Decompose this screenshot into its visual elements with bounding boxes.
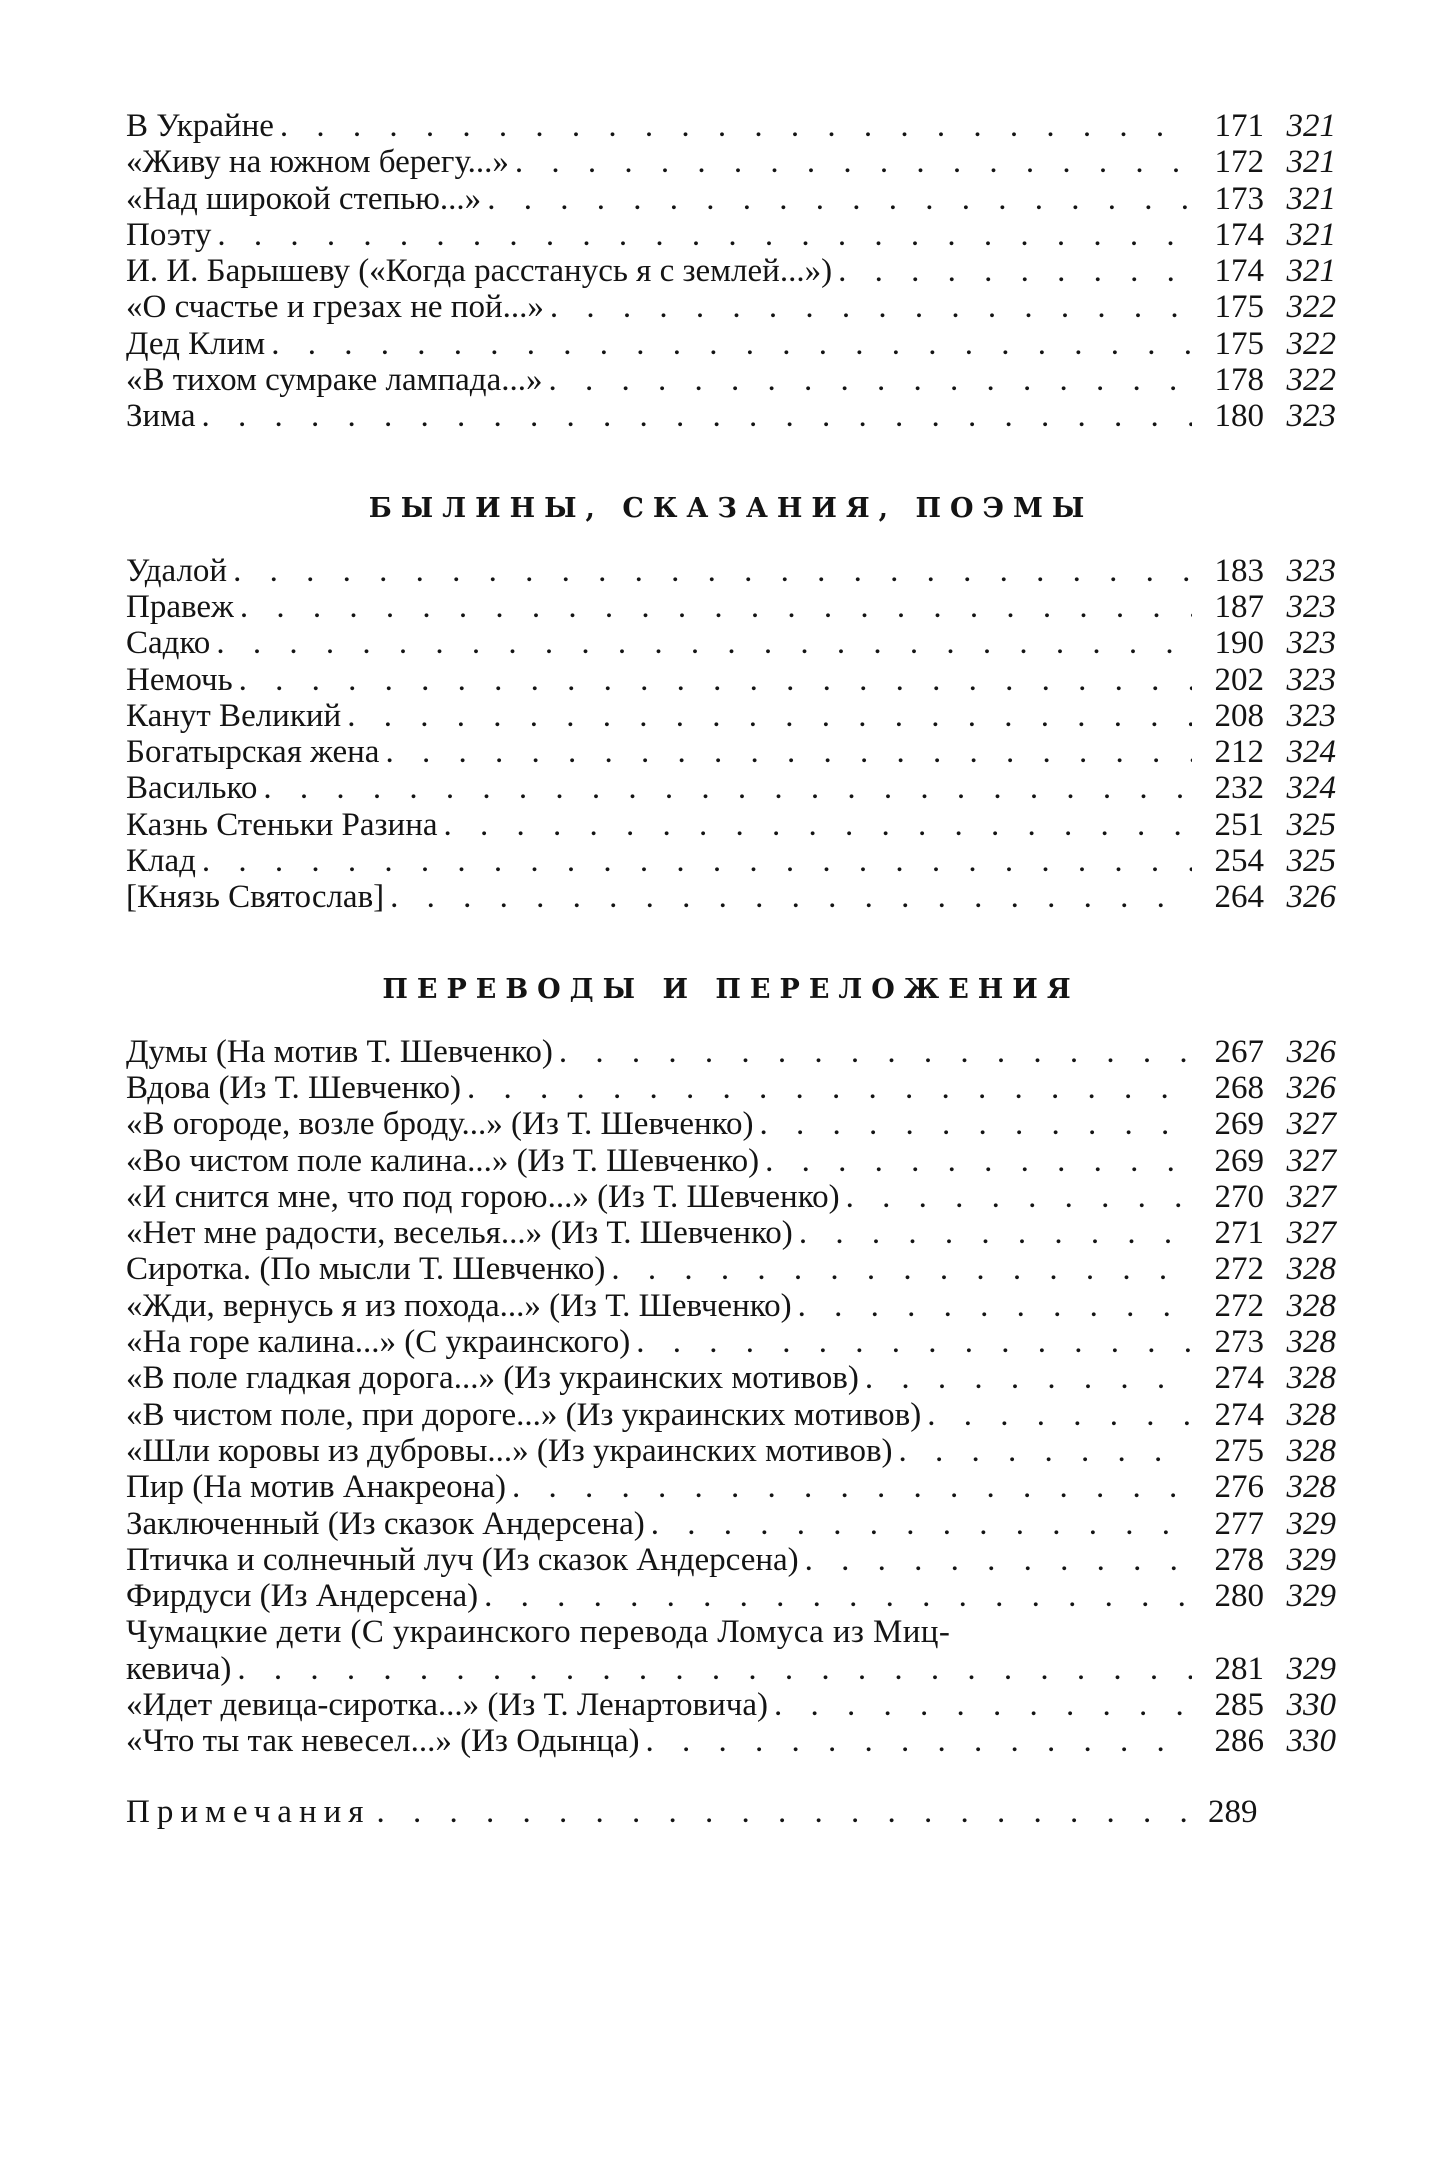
entry-note-page: 327	[1286, 1142, 1336, 1179]
entry-title: «Во чистом поле калина...» (Из Т. Шевченко)	[126, 1142, 760, 1179]
dot-leader	[893, 1433, 1192, 1469]
dot-leader	[196, 398, 1193, 434]
toc-entry	[126, 734, 1336, 770]
entry-page: 178	[1214, 362, 1264, 399]
entry-title: Богатырская жена	[126, 734, 380, 771]
entry-page: 277	[1214, 1505, 1264, 1542]
entry-page: 175	[1214, 289, 1264, 326]
dot-leader	[553, 1034, 1192, 1070]
toc-entry	[126, 698, 1336, 734]
toc-entry	[126, 1469, 1336, 1505]
entry-title: «О счастье и грезах не пой...»	[126, 289, 544, 326]
entry-page: 274	[1214, 1396, 1264, 1433]
entry-title-line1: Чумацкие дети (С украинского перевода Ломуса из Миц-	[126, 1614, 951, 1651]
entry-page: 271	[1214, 1215, 1264, 1252]
entry-note-page: 322	[1286, 325, 1336, 362]
dot-leader	[754, 1106, 1192, 1142]
entry-title: Пир (На мотив Анакреона)	[126, 1469, 506, 1506]
entry-page: 174	[1214, 253, 1264, 290]
toc-entry	[126, 1034, 1336, 1070]
entry-page: 212	[1214, 734, 1264, 771]
entry-note-page: 330	[1286, 1686, 1336, 1723]
entry-page: 171	[1214, 108, 1264, 144]
entry-page: 268	[1214, 1069, 1264, 1106]
entry-title: «Шли коровы из дубровы...» (Из украинских мотивов)	[126, 1432, 893, 1469]
toc-entry	[126, 662, 1336, 698]
entry-note-page: 326	[1286, 879, 1336, 916]
dot-leader	[370, 1794, 1208, 1830]
entry-title: Казнь Стеньки Разина	[126, 806, 438, 843]
toc-entry	[126, 253, 1336, 289]
toc-entry	[126, 770, 1336, 806]
entry-title: Зима	[126, 398, 196, 435]
dot-leader	[759, 1143, 1192, 1179]
dot-leader	[605, 1251, 1192, 1287]
entry-title: Примечания	[126, 1793, 371, 1830]
entry-title: Правеж	[126, 588, 234, 625]
entry-note-page: 328	[1286, 1287, 1336, 1324]
dot-leader	[544, 289, 1192, 325]
dot-leader	[210, 625, 1192, 661]
entry-page: 180	[1214, 398, 1264, 435]
dot-leader	[257, 770, 1192, 806]
entry-note-page: 325	[1286, 806, 1336, 843]
dot-leader	[859, 1360, 1192, 1396]
section-heading: БЫЛИНЫ, СКАЗАНИЯ, ПОЭМЫ	[368, 492, 1094, 524]
toc-entry	[126, 807, 1336, 843]
toc-entry-notes	[126, 1794, 1336, 1830]
entry-title: «В тихом сумраке лампада...»	[126, 362, 543, 399]
entry-title: «В огороде, возле броду...» (Из Т. Шевченко)	[126, 1106, 754, 1143]
dot-leader	[793, 1215, 1192, 1251]
entry-page: 267	[1214, 1033, 1264, 1070]
dot-leader	[799, 1542, 1192, 1578]
entry-note-page: 324	[1286, 770, 1336, 807]
dot-leader	[506, 1469, 1192, 1505]
dot-leader	[630, 1324, 1192, 1360]
entry-title: «В чистом поле, при дороге...» (Из украинских мотивов)	[126, 1396, 922, 1433]
dot-leader	[921, 1397, 1192, 1433]
toc-section-translations	[126, 972, 1336, 1760]
toc-entry	[126, 843, 1336, 879]
toc-entry	[126, 1578, 1336, 1614]
entry-note-page: 329	[1286, 1505, 1336, 1542]
entry-title: Клад	[126, 843, 196, 880]
toc-section-byliny	[126, 491, 1336, 916]
entry-title: Немочь	[126, 661, 233, 698]
dot-leader	[461, 1070, 1192, 1106]
toc-entry	[126, 1324, 1336, 1360]
toc-entry	[126, 1179, 1336, 1215]
entry-note-page: 330	[1286, 1723, 1336, 1760]
entry-page: 272	[1214, 1251, 1264, 1288]
toc-entry	[126, 1251, 1336, 1287]
toc-entry	[126, 1360, 1336, 1396]
entry-note-page: 323	[1286, 625, 1336, 662]
entry-page: 232	[1214, 770, 1264, 807]
entry-title: [Князь Святослав]	[126, 879, 385, 916]
entry-title: Сиротка. (По мысли Т. Шевченко)	[126, 1251, 606, 1288]
toc-entry	[126, 398, 1336, 434]
entry-note-page: 328	[1286, 1251, 1336, 1288]
entry-page: 172	[1214, 144, 1264, 181]
entry-title: Думы (На мотив Т. Шевченко)	[126, 1033, 553, 1070]
entry-title: И. И. Барышеву («Когда расстанусь я с землей...»)	[126, 253, 833, 290]
entry-page: 289	[1208, 1793, 1258, 1830]
dot-leader	[768, 1687, 1192, 1723]
entry-note-page: 326	[1286, 1069, 1336, 1106]
entry-page: 251	[1214, 806, 1264, 843]
entry-page: 273	[1214, 1324, 1264, 1361]
entry-page: 269	[1214, 1106, 1264, 1143]
toc-entry	[126, 108, 1336, 144]
entry-title: «На горе калина...» (С украинского)	[126, 1324, 631, 1361]
toc-entry	[126, 1070, 1336, 1106]
entry-page: 280	[1214, 1578, 1264, 1615]
entry-title: В Украйне	[126, 108, 274, 144]
toc-entry	[126, 1106, 1336, 1142]
toc-entry	[126, 625, 1336, 661]
entry-note-page: 326	[1286, 1033, 1336, 1070]
entry-page: 183	[1214, 552, 1264, 589]
entry-page: 254	[1214, 843, 1264, 880]
entry-note-page: 327	[1286, 1178, 1336, 1215]
dot-leader	[543, 362, 1193, 398]
entry-page: 264	[1214, 879, 1264, 916]
entry-title: «Жди, вернусь я из похода...» (Из Т. Шевченко)	[126, 1287, 792, 1324]
toc-entry	[126, 589, 1336, 625]
entry-page: 270	[1214, 1178, 1264, 1215]
dot-leader	[840, 1179, 1192, 1215]
dot-leader	[384, 879, 1192, 915]
entry-note-page: 328	[1286, 1360, 1336, 1397]
entry-page: 190	[1214, 625, 1264, 662]
dot-leader	[234, 589, 1192, 625]
entry-page: 274	[1214, 1360, 1264, 1397]
entry-title: «Что ты так невесел...» (Из Одынца)	[126, 1723, 640, 1760]
entry-page: 278	[1214, 1541, 1264, 1578]
toc-entry	[126, 1397, 1336, 1433]
dot-leader	[227, 553, 1192, 589]
entry-note-page: 328	[1286, 1324, 1336, 1361]
entry-note-page: 323	[1286, 697, 1336, 734]
entry-title: Фирдуси (Из Андерсена)	[126, 1578, 479, 1615]
table-of-contents	[126, 108, 1336, 1830]
dot-leader	[211, 217, 1192, 253]
entry-note-page: 329	[1286, 1541, 1336, 1578]
entry-note-page: 323	[1286, 552, 1336, 589]
entry-note-page: 322	[1286, 362, 1336, 399]
toc-entry	[126, 362, 1336, 398]
entry-note-page: 321	[1286, 253, 1336, 290]
entry-note-page: 324	[1286, 734, 1336, 771]
entry-note-page: 329	[1286, 1578, 1336, 1615]
toc-entry	[126, 1143, 1336, 1179]
entry-title: Садко	[126, 625, 211, 662]
entry-note-page: 327	[1286, 1106, 1336, 1143]
dot-leader	[341, 698, 1192, 734]
entry-title: «И снится мне, что под горою...» (Из Т. Шевченко)	[126, 1178, 840, 1215]
toc-entry	[126, 289, 1336, 325]
entry-note-page: 322	[1286, 289, 1336, 326]
dot-leader	[231, 1651, 1192, 1687]
entry-note-page: 329	[1286, 1650, 1336, 1687]
entry-page: 202	[1214, 661, 1264, 698]
entry-title: Дед Клим	[126, 325, 266, 362]
toc-entry	[126, 553, 1336, 589]
entry-title: Поэту	[126, 216, 212, 253]
entry-title: Удалой	[126, 552, 228, 589]
entry-title: Птичка и солнечный луч (Из сказок Андерсена)	[126, 1541, 799, 1578]
entry-note-page: 323	[1286, 588, 1336, 625]
toc-entry	[126, 144, 1336, 180]
entry-page: 187	[1214, 588, 1264, 625]
entry-title: «В поле гладкая дорога...» (Из украинских мотивов)	[126, 1360, 859, 1397]
dot-leader	[640, 1723, 1192, 1759]
entry-page: 276	[1214, 1469, 1264, 1506]
dot-leader	[196, 843, 1192, 879]
toc-entry	[126, 1215, 1336, 1251]
entry-note-page: 328	[1286, 1432, 1336, 1469]
entry-title: «Над широкой степью...»	[126, 180, 482, 217]
toc-entry	[126, 1687, 1336, 1723]
entry-page: 272	[1214, 1287, 1264, 1324]
entry-note-page: 321	[1286, 144, 1336, 181]
entry-note-page: 325	[1286, 843, 1336, 880]
toc-section-lyrics	[126, 108, 1336, 435]
dot-leader	[478, 1578, 1192, 1614]
dot-leader	[481, 181, 1192, 217]
toc-entry	[126, 217, 1336, 253]
entry-note-page: 321	[1286, 216, 1336, 253]
entry-page: 286	[1214, 1723, 1264, 1760]
entry-page: 285	[1214, 1686, 1264, 1723]
entry-page: 269	[1214, 1142, 1264, 1179]
dot-leader	[265, 326, 1192, 362]
toc-entry	[126, 326, 1336, 362]
toc-entry	[126, 879, 1336, 915]
dot-leader	[509, 144, 1192, 180]
entry-note-page: 323	[1286, 661, 1336, 698]
entry-title: Василько	[126, 770, 258, 807]
toc-entry	[126, 181, 1336, 217]
toc-entry	[126, 1614, 1336, 1650]
section-heading: ПЕРЕВОДЫ И ПЕРЕЛОЖЕНИЯ	[382, 973, 1080, 1005]
dot-leader	[832, 253, 1192, 289]
entry-title: Вдова (Из Т. Шевченко)	[126, 1069, 461, 1106]
entry-page: 275	[1214, 1432, 1264, 1469]
toc-entry	[126, 1433, 1336, 1469]
entry-page: 175	[1214, 325, 1264, 362]
entry-title: Канут Великий	[126, 697, 342, 734]
toc-entry	[126, 1506, 1336, 1542]
entry-title: «Живу на южном берегу...»	[126, 144, 509, 181]
entry-note-page: 323	[1286, 398, 1336, 435]
entry-note-page: 328	[1286, 1396, 1336, 1433]
entry-title: Заключенный (Из сказок Андерсена)	[126, 1505, 645, 1542]
entry-note-page: 328	[1286, 1469, 1336, 1506]
entry-title: «Идет девица-сиротка...» (Из Т. Ленартовича)	[126, 1686, 768, 1723]
dot-leader	[792, 1288, 1192, 1324]
toc-entry	[126, 1723, 1336, 1759]
toc-entry-continued	[126, 1651, 1336, 1687]
dot-leader	[438, 807, 1192, 843]
entry-note-page: 321	[1286, 180, 1336, 217]
entry-page: 281	[1214, 1650, 1264, 1687]
toc-entry	[126, 1288, 1336, 1324]
entry-page: 174	[1214, 216, 1264, 253]
entry-title-line2: кевича)	[126, 1650, 232, 1687]
entry-title: «Нет мне радости, веселья...» (Из Т. Шевченко)	[126, 1215, 793, 1252]
toc-entry	[126, 1542, 1336, 1578]
dot-leader	[274, 108, 1192, 144]
dot-leader	[233, 662, 1192, 698]
dot-leader	[645, 1506, 1192, 1542]
entry-note-page: 321	[1286, 108, 1336, 144]
entry-page: 208	[1214, 697, 1264, 734]
entry-note-page: 327	[1286, 1215, 1336, 1252]
entry-page: 173	[1214, 180, 1264, 217]
dot-leader	[379, 734, 1192, 770]
